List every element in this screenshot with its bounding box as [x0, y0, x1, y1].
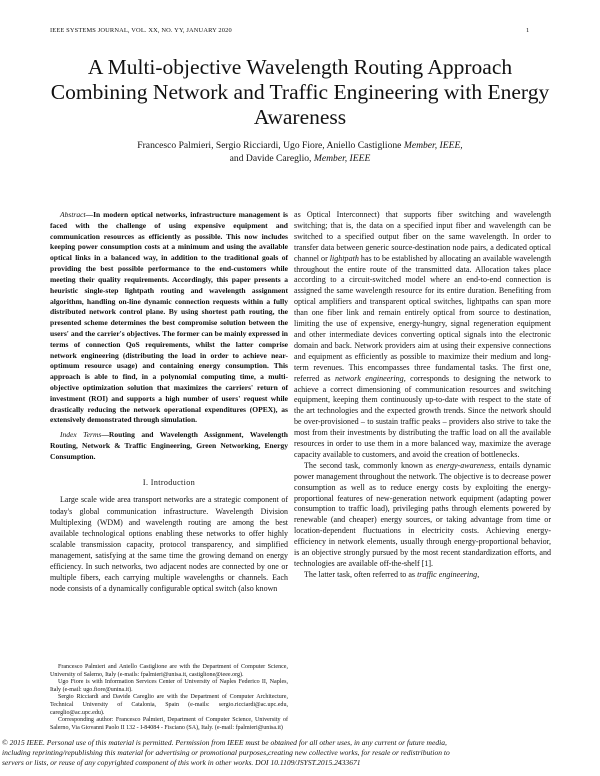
authors-role-2: Member, IEEE: [313, 152, 371, 164]
authors-line-2: and Davide Careglio,: [229, 152, 314, 164]
text-run: The latter task, often referred to as: [304, 569, 418, 579]
right-paragraph-1: [294, 210, 551, 461]
abstract-text: —In modern optical networks, infrastructure management is faced with the challenge of using expensive equipment and communication resources as efficiently as possible. This now includes keeping power consumption costs at a minimum and using the available optical links in a balanced way, in addition to the traditional goals of providing the best possible performance to the end-customers while meeting their quality requirements. Accordingly, this paper presents a heuristic single-step lightpath routing and wavelength assignment algorithm, handling on-line dynamic connection requests within a fully distributed network control plane. By using shortest path routing, the presented scheme determines the best compromise solution between the users' and the carrier's objectives. The former can be mainly expressed in terms of connection QoS requirements, whilst the latter comprise network engineering (distributing the load in order to achieve near-optimum resource usage) and containing energy consumption. This approach is able to find, in a polynomial computing time, a multi-objective optimization solution that maximizes the carriers' return of investment (ROI) and supports a high number of users' request while drastically reducing the network operational expenditures (OPEX), as extensively demonstrated through simulation.: [50, 210, 288, 425]
affiliation-footnotes: [50, 664, 288, 732]
authors-role-1: Member, IEEE,: [403, 140, 463, 151]
copyright-line-1: © 2015 IEEE. Personal use of this material is permitted. Permission from IEEE must be obtained for all other uses, in any current or future media,: [2, 738, 447, 747]
footnote-2: Ugo Fiore is with Information Services Center of University of Naples Federico II, Naples, Italy (e-mail: ugo.fiore@unina.it).: [50, 679, 288, 693]
text-run: The second task, commonly known as: [304, 460, 436, 470]
section-heading: I. Introduction: [142, 477, 196, 487]
abstract: [50, 210, 288, 426]
text-run: has to be established by allocating an available wavelength throughout the entire route of the transmitted data. Allocation takes place according to a circuit-switched model where an end-to-end connection is assigned the same wavelength resource for its entire duration. Benefiting from optical amplifiers and transparent optical switches, lightpaths can span more than one fiber link and remain entirely optical from source to destination, limiting the use of expensive, energy-hungry, signal regeneration equipment and other intermediate devices converting optical signals into the electronic domain and back. Network providers aim at using their expensive connections and equipment as efficiently as possible to maximize their medium and long-term revenues. This encompasses three fundamental tasks. The first one, referred as: [294, 253, 551, 383]
right-column: [294, 210, 551, 581]
right-paragraph-3: [294, 570, 551, 581]
copyright-line-3: servers or lists, or reuse of any copyrighted component of this work in other works. DOI 10.1109/JSYST.2015.2433671: [2, 758, 361, 768]
text-run: ,: [477, 569, 480, 579]
index-terms-label: Index Terms: [60, 430, 102, 440]
index-terms-text: —Routing and Wavelength Assignment, Wavelength Routing, Network & Traffic Engineering, Green Networking, Energy Consumption.: [50, 430, 288, 461]
term-traffic-engineering: traffic engineering: [417, 569, 478, 579]
term-lightpath: lightpath: [329, 253, 359, 263]
paper-title: A Multi-objective Wavelength Routing Approach Combining Network and Traffic Engineering with Energy Awareness: [50, 55, 550, 129]
footnote-3: Sergio Ricciardi and Davide Careglio are with the Department of Computer Architecture, Technical University of Catalonia, Spain (e-mails: sergio.ricciardi@ac.upc.edu, careglio@ac.upc.edu).: [50, 694, 288, 716]
copyright-notice: [0, 738, 600, 769]
author-list: [40, 140, 560, 165]
index-terms: [50, 430, 288, 462]
copyright-line-2: including reprinting/republishing this material for advertising or promotional purposes,creating new collective works, for resale or redistribution to: [2, 748, 450, 758]
term-network-engineering: network engineering: [334, 373, 404, 383]
page-number: 1: [526, 27, 530, 34]
footnote-4: Corresponding author: Francesco Palmieri, Department of Computer Science, University of Salerno, Via Giovanni Paolo II 132 - I-84084 - Fisciano (SA), Italy. (e-mail: fpalmieri@unisa.it): [50, 717, 288, 731]
term-energy-awareness: energy-awareness: [435, 460, 494, 470]
text-run: , entails dynamic power management throughout the network. The objective is to decrease power consumption as well as to reduce energy costs by exploiting the energy-proportional features of new-generation network equipment (adapting power consumption to traffic load), privileging paths through elements powered by renewable (and cheaper) energy sources, or taking advantage from time or location-dependent fluctuations in electricity costs. Achieving energy-efficiency in network elements, usually through energy-proportional behavior, is an objective strongly pursued by the most recent standardization efforts, and technologies are available off-the-shelf [1].: [294, 460, 551, 568]
running-header: IEEE SYSTEMS JOURNAL, VOL. XX, NO. YY, JANUARY 2020: [50, 27, 232, 34]
text-run: as Optical Interconnect) that supports fiber switching and wavelength switching; that is, the data on a specified input fiber and wavelength can be switched to a specified output fiber on the same wavelength. In order to transfer data between generic source-destination node pairs, a dedicated optical channel or: [294, 210, 551, 263]
text-run: , corresponds to designing the network to achieve a correct dimensioning of communication resources and switching equipment, keeping them continuously up-to-date with respect to the state of the art technologies and the expected growth trends. Since the network should be over-provisioned – to sustain traffic peaks – providers also strive to take the most from their investments by distributing the traffic load on all the available resources in order to use them in a more balanced way, maximize the average capacity available to customers, and avoid the creation of bottlenecks.: [294, 373, 551, 459]
intro-paragraph: Large scale wide area transport networks are a strategic component of today's global communication infrastructure. Wavelength Division Multiplexing (WDM) and wavelength routing are among the best available technological options enabling these networks to offer highly scalable transmission capacity, protocol transparency, and simplified management, satisfying at the same time the growing demand on energy efficiency. In such networks, two adjacent nodes are connected by one or multiple fibers, each carrying multiple wavelengths or channels. Each node consists of a dynamically configurable optical switch (also known: [50, 495, 288, 593]
footnote-1: Francesco Palmieri and Aniello Castiglione are with the Department of Computer Science, University of Salerno, Italy (e-mails: fpalmieri@unisa.it, castiglione@ieee.org).: [50, 664, 288, 678]
left-column: [50, 210, 288, 594]
authors-line-1: Francesco Palmieri, Sergio Ricciardi, Ugo Fiore, Aniello Castiglione: [137, 140, 404, 151]
abstract-label: Abstract: [60, 210, 86, 219]
right-paragraph-2: [294, 461, 551, 570]
